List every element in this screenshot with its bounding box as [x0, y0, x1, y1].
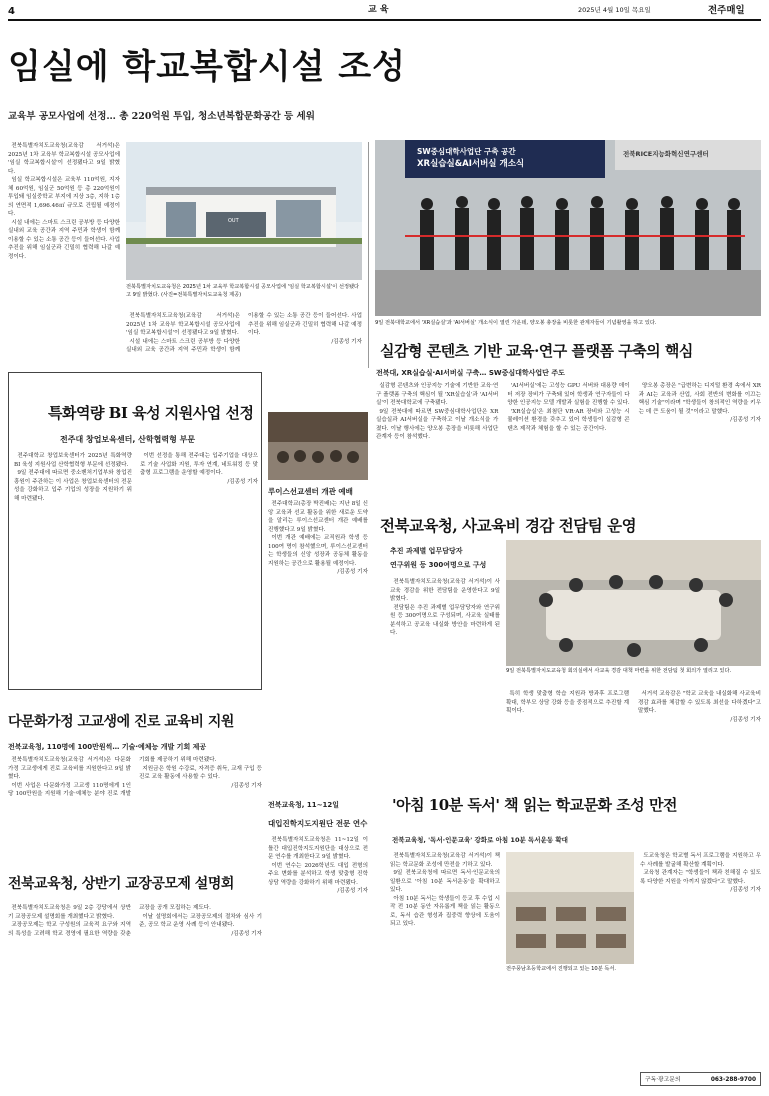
cost-kicker: 추진 과제별 업무담당자: [390, 547, 463, 555]
subscription-ad: [640, 1072, 761, 1086]
bi-headline: 특화역량 BI 육성 지원사업 선정: [48, 404, 254, 422]
sw-subhead: 전북대, XR실습실·AI서버실 구축… SW중심대학사업단 주도: [376, 369, 565, 377]
cost-body-col2: 특히 학생 맞춤형 학습 지원과 방과후 프로그램 확대, 학부모 상담 강화 등을 중점적으로 추진할 계획이다. 서거석 교육감은 "학교 교육을 내실화해 사교육비 경감 효과를 체감할 수 있도록 최선을 다하겠다"고 말했다. /김종성 기자: [506, 691, 761, 723]
training-body: 전북특별자치도교육청은 11~12일 이틀간 대입진학지도지원단을 대상으로 전문 연수를 개최한다고 9일 밝혔다. 이번 연수는 2026학년도 대입 전형의 주요 변화를 분석하고 학생 맞춤형 진학 상담 역량을 강화하기 위해 마련됐다. /김종성 기자: [268, 837, 368, 894]
ceremony-photo: [375, 140, 761, 316]
bi-subhead: 전주대 창업보육센터, 산학협력형 부문: [60, 435, 196, 444]
cost-body-col1: 전북특별자치도교육청(교육감 서거석)이 사교육 경감을 위한 전담팀을 운영한다고 9일 밝혔다. 전담팀은 추진 과제별 업무담당자와 연구위원 등 300여명으로 구성되며, 사교육 실태를 분석하고 공교육 내실화 방안을 마련하게 된다.: [390, 579, 500, 636]
banner-sign: 전북RICE지능화혁신연구센터: [623, 150, 709, 158]
principal-body: 전북특별자치도교육청은 9일 2층 강당에서 상반기 교장공모제 설명회를 개최했다고 밝혔다. 교장공모제는 학교 구성원의 교육적 요구와 지역의 특성을 고려해 학교 경영에 필요한 역량을 갖춘 교장을 공개 모집하는 제도다. 이날 설명회에서는 교장공모제의 절차와 심사 기준, 공모 학교 운영 사례 등이 안내됐다. /김종성 기자: [8, 905, 262, 937]
ad-phone: 063-288-9700: [710, 1077, 756, 1083]
career-subhead: 전북교육청, 110명에 100만원씩… 기술·예체능 개발 기회 제공: [8, 743, 207, 751]
reading-body-col1: 전북특별자치도교육청(교육감 서거석)이 책 읽는 학교문화 조성에 만전을 기하고 있다. 9일 전북교육청에 따르면 독서·인문교육의 일환으로 '아침 10분 독서운동'을 확대하고 있다. 아침 10분 독서는 학생들이 등교 후 수업 시작 전 10분 동안 자유롭게 책을 읽는 활동으로, 독서 습관 형성과 집중력 향상에 도움이 되고 있다.: [390, 853, 500, 927]
main-body-col2: 전북특별자치도교육청(교육감 서거석)은 2025년 1차 교육부 학교복합시설 공모사업에 '임실 학교복합시설'이 선정됐다고 9일 밝혔다. 시설 내에는 스마트 스크린 공부방 등 다양한 실내외 교육 공간과 지역 주민과 학생이 함께 이용할 수 있는 소통 공간 등이 들어선다. 사업 추진을 위해 임실군과 긴밀히 협력해 나갈 예정이다. /김종성 기자: [126, 313, 362, 353]
section-name: 교 육: [368, 5, 389, 15]
principal-headline: 전북교육청, 상반기 교장공모제 설명회: [8, 876, 234, 892]
main-photo-caption: 전북특별자치도교육청은 2025년 1차 교육부 학교복합시설 공모사업에 '임실 학교복합시설'이 선정됐다고 9일 밝혔다. (사진=전북특별자치도교육청 제공): [126, 284, 359, 298]
banner-label-right: XR실습실&AI서버실 개소식: [417, 159, 525, 169]
festival-body: 전주대학교(총장 박진배)는 지난 8일 신앙 교육과 선교 활동을 위한 새로운 도약을 알리는 루이스선교센터 개관 예배를 진행했다고 9일 밝혔다. 이번 개관 예배에는 교직원과 학생 등 100여 명이 참석했으며, 루이스선교센터는 학생들의 신앙 성장과 공동체 활동을 지원하는 공간으로 활용될 예정이다. /김종성 기자: [268, 501, 368, 575]
main-body-col1: 전북특별자치도교육청(교육감 서거석)은 2025년 1차 교육부 학교복합시설 공모사업에 '임실 학교복합시설'이 선정됐다고 9일 밝혔다. 임실 학교복합시설은 교육부 110억원, 지자체 60억원, 임실군 50억원 등 총 220억원이 투입돼 임실중학교 부지에 지상 3층, 지하 1층의 연면적 1,696.46㎡ 규모로 건립될 예정이다. 시설 내에는 스마트 스크린 공부방 등 다양한 실내외 교육 공간과 지역 주민과 학생이 함께 이용할 수 있는 소통 공간 등이 들어선다. 사업 추진을 위해 임실군과 긴밀히 협력해 나갈 예정이다.: [8, 143, 120, 260]
reading-headline: '아침 10분 독서' 책 읽는 학교문화 조성 만전: [392, 796, 677, 814]
page-number: 4: [8, 6, 15, 17]
meeting-caption: 9일 전북특별자치도교육청 회의실에서 사교육 경감 대책 마련을 위한 전담팀 첫 회의가 열리고 있다.: [506, 668, 732, 674]
reading-body-col3: 도교육청은 학교별 독서 프로그램을 지원하고 우수 사례를 발굴해 확산할 계획이다. 교육청 관계자는 "학생들이 책과 친해질 수 있도록 다양한 지원을 아끼지 않겠다"고 말했다. /김종성 기자: [640, 853, 761, 893]
sw-body: 실감형 콘텐츠와 인공지능 기술에 기반한 교육·연구 플랫폼 구축의 핵심이 될 'XR실습실'과 'AI서버실'이 전북대학교에 구축됐다. 9일 전북대에 따르면 SW중심대학사업단은 XR실습실과 AI서버실을 구축하고 이날 개소식을 가졌다. 이날 행사에는 양오봉 총장을 비롯해 사업단 관계자 등이 참석했다. 'AI서버실'에는 고성능 GPU 서버와 대용량 데이터 저장 장비가 구축돼 있어 학생과 연구자들이 다양한 인공지능 모델 개발과 실험을 진행할 수 있다. 'XR실습실'은 최첨단 VR·AR 장비와 고성능 시뮬레이션 환경을 갖추고 있어 학생들이 실감형 콘텐츠 제작과 체험을 할 수 있는 공간이다. 양오봉 총장은 "급변하는 디지털 환경 속에서 XR과 AI는 교육과 산업, 사회 전반의 변화를 이끄는 핵심 기술"이라며 "학생들이 창의적인 역량을 키우는 데 큰 도움이 될 것"이라고 말했다. /김종성 기자: [376, 383, 761, 440]
career-headline: 다문화가정 고교생에 진로 교육비 지원: [8, 714, 234, 730]
issue-date: 2025년 4월 10일 목요일: [578, 6, 651, 14]
reading-classroom-photo: [506, 852, 634, 964]
training-headline: 대입진학지도지원단 전문 연수: [268, 819, 368, 828]
reading-caption: 전주풍남초등학교에서 진행되고 있는 10분 독서.: [506, 966, 617, 972]
festival-headline: 루이스선교센터 개관 예배: [268, 487, 353, 496]
main-headline: 임실에 학교복합시설 조성: [8, 47, 406, 87]
ad-text: 구독·광고문의: [645, 1077, 681, 1083]
training-kicker: 전북교육청, 11~12일: [268, 801, 340, 809]
meeting-photo: [506, 540, 761, 666]
mission-center-photo: [268, 412, 368, 480]
career-body: 전북특별자치도교육청(교육감 서거석)은 다문화가정 고교생에게 진로 교육비를 지원한다고 9일 밝혔다. 이번 사업은 다문화가정 고교생 110명에게 1인당 100만원을 지원해 기술·예체능 분야 진로 개발 기회를 제공하기 위해 마련됐다. 지원금은 학원 수강료, 자격증 취득, 교재 구입 등 진로 교육 활동에 사용할 수 있다. /김종성 기자: [8, 757, 262, 797]
reading-subhead: 전북교육청, '독서·인문교육' 강화로 아침 10분 독서운동 확대: [392, 836, 568, 844]
banner-label-left: SW중심대학사업단 구축 공간: [417, 147, 516, 156]
photo-label: OUT: [228, 218, 239, 224]
brand-logo: 전주매일: [708, 5, 745, 16]
main-subhead: 교육부 공모사업에 선정… 총 220억원 투입, 청소년복합문화공간 등 세워: [8, 111, 315, 122]
cost-headline: 전북교육청, 사교육비 경감 전담팀 운영: [380, 516, 637, 535]
sw-headline: 실감형 콘텐츠 기반 교육·연구 플랫폼 구축의 핵심: [380, 342, 693, 360]
school-rendering-image: [126, 142, 362, 280]
page-header: [8, 4, 761, 18]
ceremony-caption: 9일 전북대학교에서 'XR실습실'과 'AI서버실' 개소식이 열린 가운데, 양오봉 총장을 비롯한 관계자들이 기념촬영을 하고 있다.: [375, 320, 657, 326]
header-rule: [8, 19, 761, 21]
cost-subhead: 연구위원 등 300여명으로 구성: [390, 561, 487, 569]
bi-body: 전주대학교 창업보육센터가 2025년 특화역량 BI 육성 지원사업 산학협력형 부문에 선정됐다. 9일 전주대에 따르면 중소벤처기업부와 창업진흥원이 주관하는 이 사업은 창업보육센터의 전문성을 강화하고 입주 기업의 성장을 지원하기 위해 마련됐다. 이번 선정을 통해 전주대는 입주기업을 대상으로 기술 사업화 지원, 투자 연계, 네트워킹 등 맞춤형 프로그램을 운영할 예정이다. /김종성 기자: [14, 453, 258, 502]
